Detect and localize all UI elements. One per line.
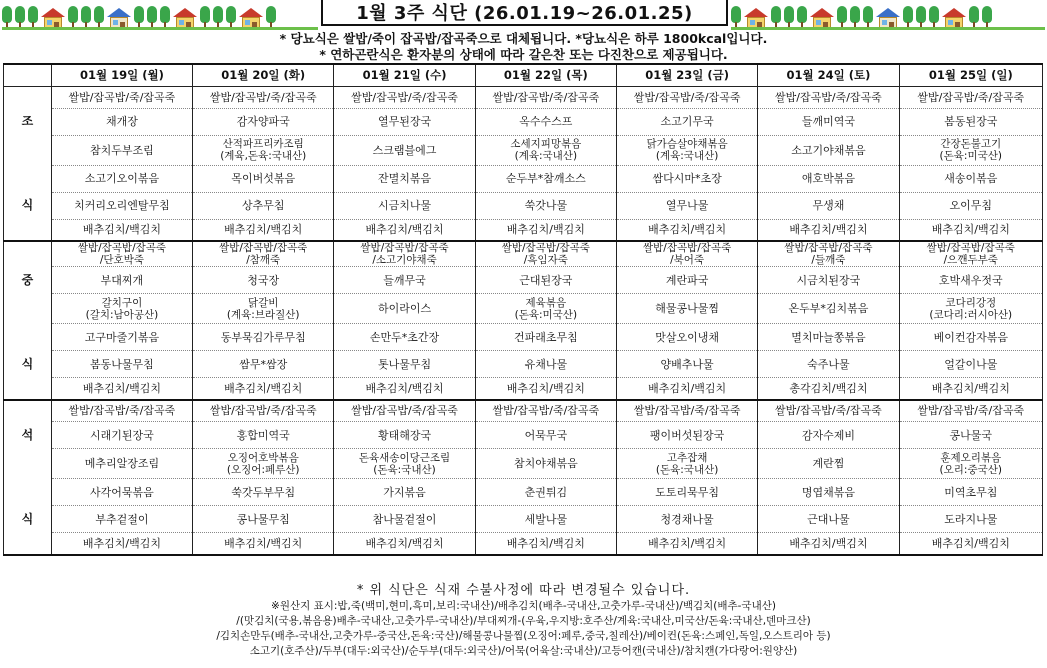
menu-cell: 배추김치/백김치	[475, 378, 616, 400]
menu-cell: 계란파국	[616, 267, 757, 294]
menu-row	[4, 324, 1043, 351]
menu-cell: 온두부*김치볶음	[758, 294, 899, 324]
menu-row	[4, 86, 1043, 108]
menu-cell: 쌀밥/잡곡밥/죽/잡곡죽	[616, 400, 757, 422]
title-box	[321, 0, 728, 26]
origin-line: ※원산지 표시:밥,죽(백미,현미,흑미,보리:국내산)/배추김치(배추-국내산,고춧가루-국내산)/백김치(배추-국내산)	[271, 600, 776, 612]
menu-row	[4, 135, 1043, 165]
meal-label-spacer	[4, 378, 52, 400]
meal-label-spacer	[4, 219, 52, 241]
menu-cell: 얼갈이나물	[899, 351, 1042, 378]
menu-cell: 쌀밥/잡곡밥/죽/잡곡죽	[193, 400, 334, 422]
menu-cell: 손만두*초간장	[334, 324, 475, 351]
menu-cell: 맛살오이냉채	[616, 324, 757, 351]
menu-cell: 쌀밥/잡곡밥/잡곡죽 /들깨죽	[758, 241, 899, 267]
menu-cell: 쌀밥/잡곡밥/죽/잡곡죽	[475, 86, 616, 108]
menu-cell: 소고기무국	[616, 108, 757, 135]
menu-cell: 계란찜	[758, 449, 899, 479]
menu-cell: 세발나물	[475, 506, 616, 533]
menu-cell: 감자수제비	[758, 422, 899, 449]
menu-cell: 팽이버섯된장국	[616, 422, 757, 449]
menu-cell: 참치두부조림	[51, 135, 192, 165]
origin-line: /(맛김치(국용,볶음용)배추-국내산,고춧가루-국내산)/부대찌개-(우육,우지방:호주산/계육:국내산,미국산/돈육:국내산,덴마크산)	[236, 615, 811, 627]
menu-cell: 배추김치/백김치	[475, 219, 616, 241]
menu-row	[4, 165, 1043, 192]
menu-cell: 훈제오리볶음 (오리:중국산)	[899, 449, 1042, 479]
menu-cell: 사각어묵볶음	[51, 479, 192, 506]
menu-cell: 청국장	[193, 267, 334, 294]
menu-cell: 갈치구이 (갈치:남아공산)	[51, 294, 192, 324]
menu-cell: 콩나물무침	[193, 506, 334, 533]
menu-cell: 배추김치/백김치	[616, 378, 757, 400]
menu-cell: 메추리알장조림	[51, 449, 192, 479]
menu-cell: 들깨미역국	[758, 108, 899, 135]
menu-cell: 쌀밥/잡곡밥/잡곡죽 /참깨죽	[193, 241, 334, 267]
menu-cell: 베이컨감자볶음	[899, 324, 1042, 351]
menu-row	[4, 192, 1043, 219]
menu-cell: 부추겉절이	[51, 506, 192, 533]
menu-cell: 쌀밥/잡곡밥/잡곡죽 /흑임자죽	[475, 241, 616, 267]
menu-cell: 톳나물무침	[334, 351, 475, 378]
menu-cell: 고구마줄기볶음	[51, 324, 192, 351]
menu-cell: 잔멸치볶음	[334, 165, 475, 192]
menu-cell: 배추김치/백김치	[334, 533, 475, 555]
header-decoration-left	[2, 0, 318, 30]
menu-cell: 쌀밥/잡곡밥/죽/잡곡죽	[616, 86, 757, 108]
menu-cell: 쌀밥/잡곡밥/잡곡죽 /단호박죽	[51, 241, 192, 267]
menu-cell: 들깨무국	[334, 267, 475, 294]
menu-cell: 배추김치/백김치	[899, 378, 1042, 400]
page-title: 1월 3주 식단 (26.01.19~26.01.25)	[356, 3, 693, 24]
menu-cell: 하이라이스	[334, 294, 475, 324]
menu-cell: 쌈다시마*초장	[616, 165, 757, 192]
menu-row	[4, 108, 1043, 135]
menu-cell: 쌀밥/잡곡밥/죽/잡곡죽	[334, 86, 475, 108]
meal-label-spacer	[4, 479, 52, 506]
corner-cell	[4, 64, 52, 86]
menu-cell: 배추김치/백김치	[475, 533, 616, 555]
menu-cell: 쌀밥/잡곡밥/잡곡죽 /으깬두부죽	[899, 241, 1042, 267]
menu-cell: 쌀밥/잡곡밥/죽/잡곡죽	[475, 400, 616, 422]
day-header: 01월 25일 (일)	[899, 64, 1042, 86]
menu-cell: 근대된장국	[475, 267, 616, 294]
menu-cell: 멸치마늘쫑볶음	[758, 324, 899, 351]
menu-cell: 배추김치/백김치	[51, 378, 192, 400]
menu-row	[4, 479, 1043, 506]
meal-label-spacer	[4, 165, 52, 192]
menu-cell: 코다리강정 (코다리:러시아산)	[899, 294, 1042, 324]
header-decoration-right	[731, 0, 1045, 30]
menu-cell: 배추김치/백김치	[899, 219, 1042, 241]
menu-cell: 도토리묵무침	[616, 479, 757, 506]
menu-cell: 시금치나물	[334, 192, 475, 219]
menu-row	[4, 506, 1043, 533]
meal-label: 중	[4, 267, 52, 294]
menu-cell: 시래기된장국	[51, 422, 192, 449]
menu-cell: 유채나물	[475, 351, 616, 378]
menu-cell: 근대나물	[758, 506, 899, 533]
menu-cell: 가지볶음	[334, 479, 475, 506]
menu-cell: 콩나물국	[899, 422, 1042, 449]
menu-cell: 쌈무*쌈장	[193, 351, 334, 378]
menu-cell: 쌀밥/잡곡밥/죽/잡곡죽	[193, 86, 334, 108]
notice-dysphagia: * 연하곤란식은 환자분의 상태에 따라 갈은찬 또는 다진찬으로 제공됩니다.	[319, 47, 728, 62]
menu-cell: 제육볶음 (돈육:미국산)	[475, 294, 616, 324]
meal-label-spacer	[4, 294, 52, 324]
origin-line: /김치손만두(배추-국내산,고춧가루-중국산,돈육:국산)/해물콩나물찜(오징어:페루,중국,칠레산)/베이컨(돈육:스페인,독일,오스트리아 등)	[216, 630, 831, 642]
menu-cell: 쑥갓나물	[475, 192, 616, 219]
header	[0, 0, 1047, 30]
menu-cell: 배추김치/백김치	[616, 219, 757, 241]
menu-cell: 치커리오리엔탈무침	[51, 192, 192, 219]
menu-cell: 배추김치/백김치	[616, 533, 757, 555]
menu-cell: 닭갈비 (계육:브라질산)	[193, 294, 334, 324]
menu-cell: 명엽채볶음	[758, 479, 899, 506]
meal-label-spacer	[4, 324, 52, 351]
menu-cell: 배추김치/백김치	[334, 378, 475, 400]
meal-label: 석	[4, 422, 52, 449]
menu-cell: 부대찌개	[51, 267, 192, 294]
menu-cell: 열무된장국	[334, 108, 475, 135]
menu-cell: 옥수수스프	[475, 108, 616, 135]
menu-cell: 청경채나물	[616, 506, 757, 533]
menu-cell: 숙주나물	[758, 351, 899, 378]
menu-cell: 쌀밥/잡곡밥/죽/잡곡죽	[899, 86, 1042, 108]
menu-row	[4, 422, 1043, 449]
menu-cell: 쌀밥/잡곡밥/죽/잡곡죽	[51, 400, 192, 422]
day-header-row	[4, 64, 1043, 86]
menu-cell: 배추김치/백김치	[193, 533, 334, 555]
menu-row	[4, 449, 1043, 479]
menu-cell: 스크램블에그	[334, 135, 475, 165]
menu-cell: 미역초무침	[899, 479, 1042, 506]
menu-cell: 어묵무국	[475, 422, 616, 449]
menu-cell: 채개장	[51, 108, 192, 135]
menu-cell: 오이무침	[899, 192, 1042, 219]
menu-cell: 열무나물	[616, 192, 757, 219]
menu-cell: 쌀밥/잡곡밥/죽/잡곡죽	[758, 400, 899, 422]
menu-cell: 소고기야채볶음	[758, 135, 899, 165]
menu-cell: 배추김치/백김치	[334, 219, 475, 241]
menu-cell: 참치야채볶음	[475, 449, 616, 479]
meal-label: 식	[4, 192, 52, 219]
day-header: 01월 24일 (토)	[758, 64, 899, 86]
menu-cell: 간장돈불고기 (돈육:미국산)	[899, 135, 1042, 165]
day-header: 01월 20일 (화)	[193, 64, 334, 86]
meal-label-spacer	[4, 449, 52, 479]
menu-cell: 해물콩나물찜	[616, 294, 757, 324]
menu-cell: 참나물겉절이	[334, 506, 475, 533]
menu-cell: 무생채	[758, 192, 899, 219]
menu-row	[4, 219, 1043, 241]
meal-label-spacer	[4, 241, 52, 267]
menu-cell: 배추김치/백김치	[758, 533, 899, 555]
menu-cell: 소고기오이볶음	[51, 165, 192, 192]
menu-cell: 돈육새송이당근조림 (돈육:국내산)	[334, 449, 475, 479]
menu-row	[4, 400, 1043, 422]
meal-label-spacer	[4, 135, 52, 165]
menu-row	[4, 351, 1043, 378]
menu-cell: 상추무침	[193, 192, 334, 219]
menu-cell: 봄동나물무침	[51, 351, 192, 378]
menu-row	[4, 533, 1043, 555]
day-header: 01월 19일 (월)	[51, 64, 192, 86]
menu-row	[4, 267, 1043, 294]
meal-label-spacer	[4, 400, 52, 422]
menu-cell: 배추김치/백김치	[51, 533, 192, 555]
notice-diabetes: * 당뇨식은 쌀밥/죽이 잡곡밥/잡곡죽으로 대체됩니다. *당뇨식은 하루 1800kcal입니다.	[279, 31, 768, 46]
menu-cell: 목이버섯볶음	[193, 165, 334, 192]
menu-body	[4, 86, 1043, 555]
menu-row	[4, 378, 1043, 400]
meal-label: 식	[4, 506, 52, 533]
footer-note: * 위 식단은 식재 수불사정에 따라 변경될수 있습니다.	[356, 583, 691, 598]
menu-cell: 도라지나물	[899, 506, 1042, 533]
menu-cell: 배추김치/백김치	[193, 378, 334, 400]
origin-line: 소고기(호주산)/두부(대두:외국산)/순두부(대두:외국산)/어묵(어육살:국내산)/고등어캔(국내산)/참치캔(가다랑어:원양산)	[249, 645, 798, 657]
menu-cell: 산적파프리카조림 (계육,돈육:국내산)	[193, 135, 334, 165]
menu-cell: 배추김치/백김치	[899, 533, 1042, 555]
menu-cell: 애호박볶음	[758, 165, 899, 192]
menu-cell: 시금치된장국	[758, 267, 899, 294]
menu-cell: 쌀밥/잡곡밥/잡곡죽 /소고기야채죽	[334, 241, 475, 267]
menu-cell: 봄동된장국	[899, 108, 1042, 135]
menu-cell: 배추김치/백김치	[758, 219, 899, 241]
menu-cell: 감자양파국	[193, 108, 334, 135]
menu-cell: 쌀밥/잡곡밥/죽/잡곡죽	[758, 86, 899, 108]
menu-cell: 쌀밥/잡곡밥/죽/잡곡죽	[51, 86, 192, 108]
menu-row	[4, 241, 1043, 267]
day-header: 01월 23일 (금)	[616, 64, 757, 86]
menu-row	[4, 294, 1043, 324]
menu-table	[3, 63, 1043, 556]
meal-label: 식	[4, 351, 52, 378]
day-header: 01월 21일 (수)	[334, 64, 475, 86]
footer	[0, 582, 1047, 659]
menu-cell: 순두부*참깨소스	[475, 165, 616, 192]
menu-cell: 홍합미역국	[193, 422, 334, 449]
day-header: 01월 22일 (목)	[475, 64, 616, 86]
menu-cell: 양배추나물	[616, 351, 757, 378]
meal-label-spacer	[4, 86, 52, 108]
menu-cell: 호박새우젓국	[899, 267, 1042, 294]
menu-cell: 소세지피망볶음 (계육:국내산)	[475, 135, 616, 165]
menu-cell: 건파래초무침	[475, 324, 616, 351]
menu-cell: 총각김치/백김치	[758, 378, 899, 400]
meal-label-spacer	[4, 533, 52, 555]
menu-cell: 새송이볶음	[899, 165, 1042, 192]
menu-cell: 황태해장국	[334, 422, 475, 449]
menu-cell: 배추김치/백김치	[193, 219, 334, 241]
meal-label: 조	[4, 108, 52, 135]
menu-cell: 오징어호박볶음 (오징어:페루산)	[193, 449, 334, 479]
menu-cell: 춘권튀김	[475, 479, 616, 506]
menu-cell: 쑥갓두부무침	[193, 479, 334, 506]
menu-cell: 고추잡채 (돈육:국내산)	[616, 449, 757, 479]
menu-cell: 쌀밥/잡곡밥/죽/잡곡죽	[334, 400, 475, 422]
menu-cell: 동부묵김가루무침	[193, 324, 334, 351]
menu-cell: 배추김치/백김치	[51, 219, 192, 241]
menu-cell: 쌀밥/잡곡밥/잡곡죽 /북어죽	[616, 241, 757, 267]
menu-cell: 쌀밥/잡곡밥/죽/잡곡죽	[899, 400, 1042, 422]
menu-cell: 닭가슴살야채볶음 (계육:국내산)	[616, 135, 757, 165]
